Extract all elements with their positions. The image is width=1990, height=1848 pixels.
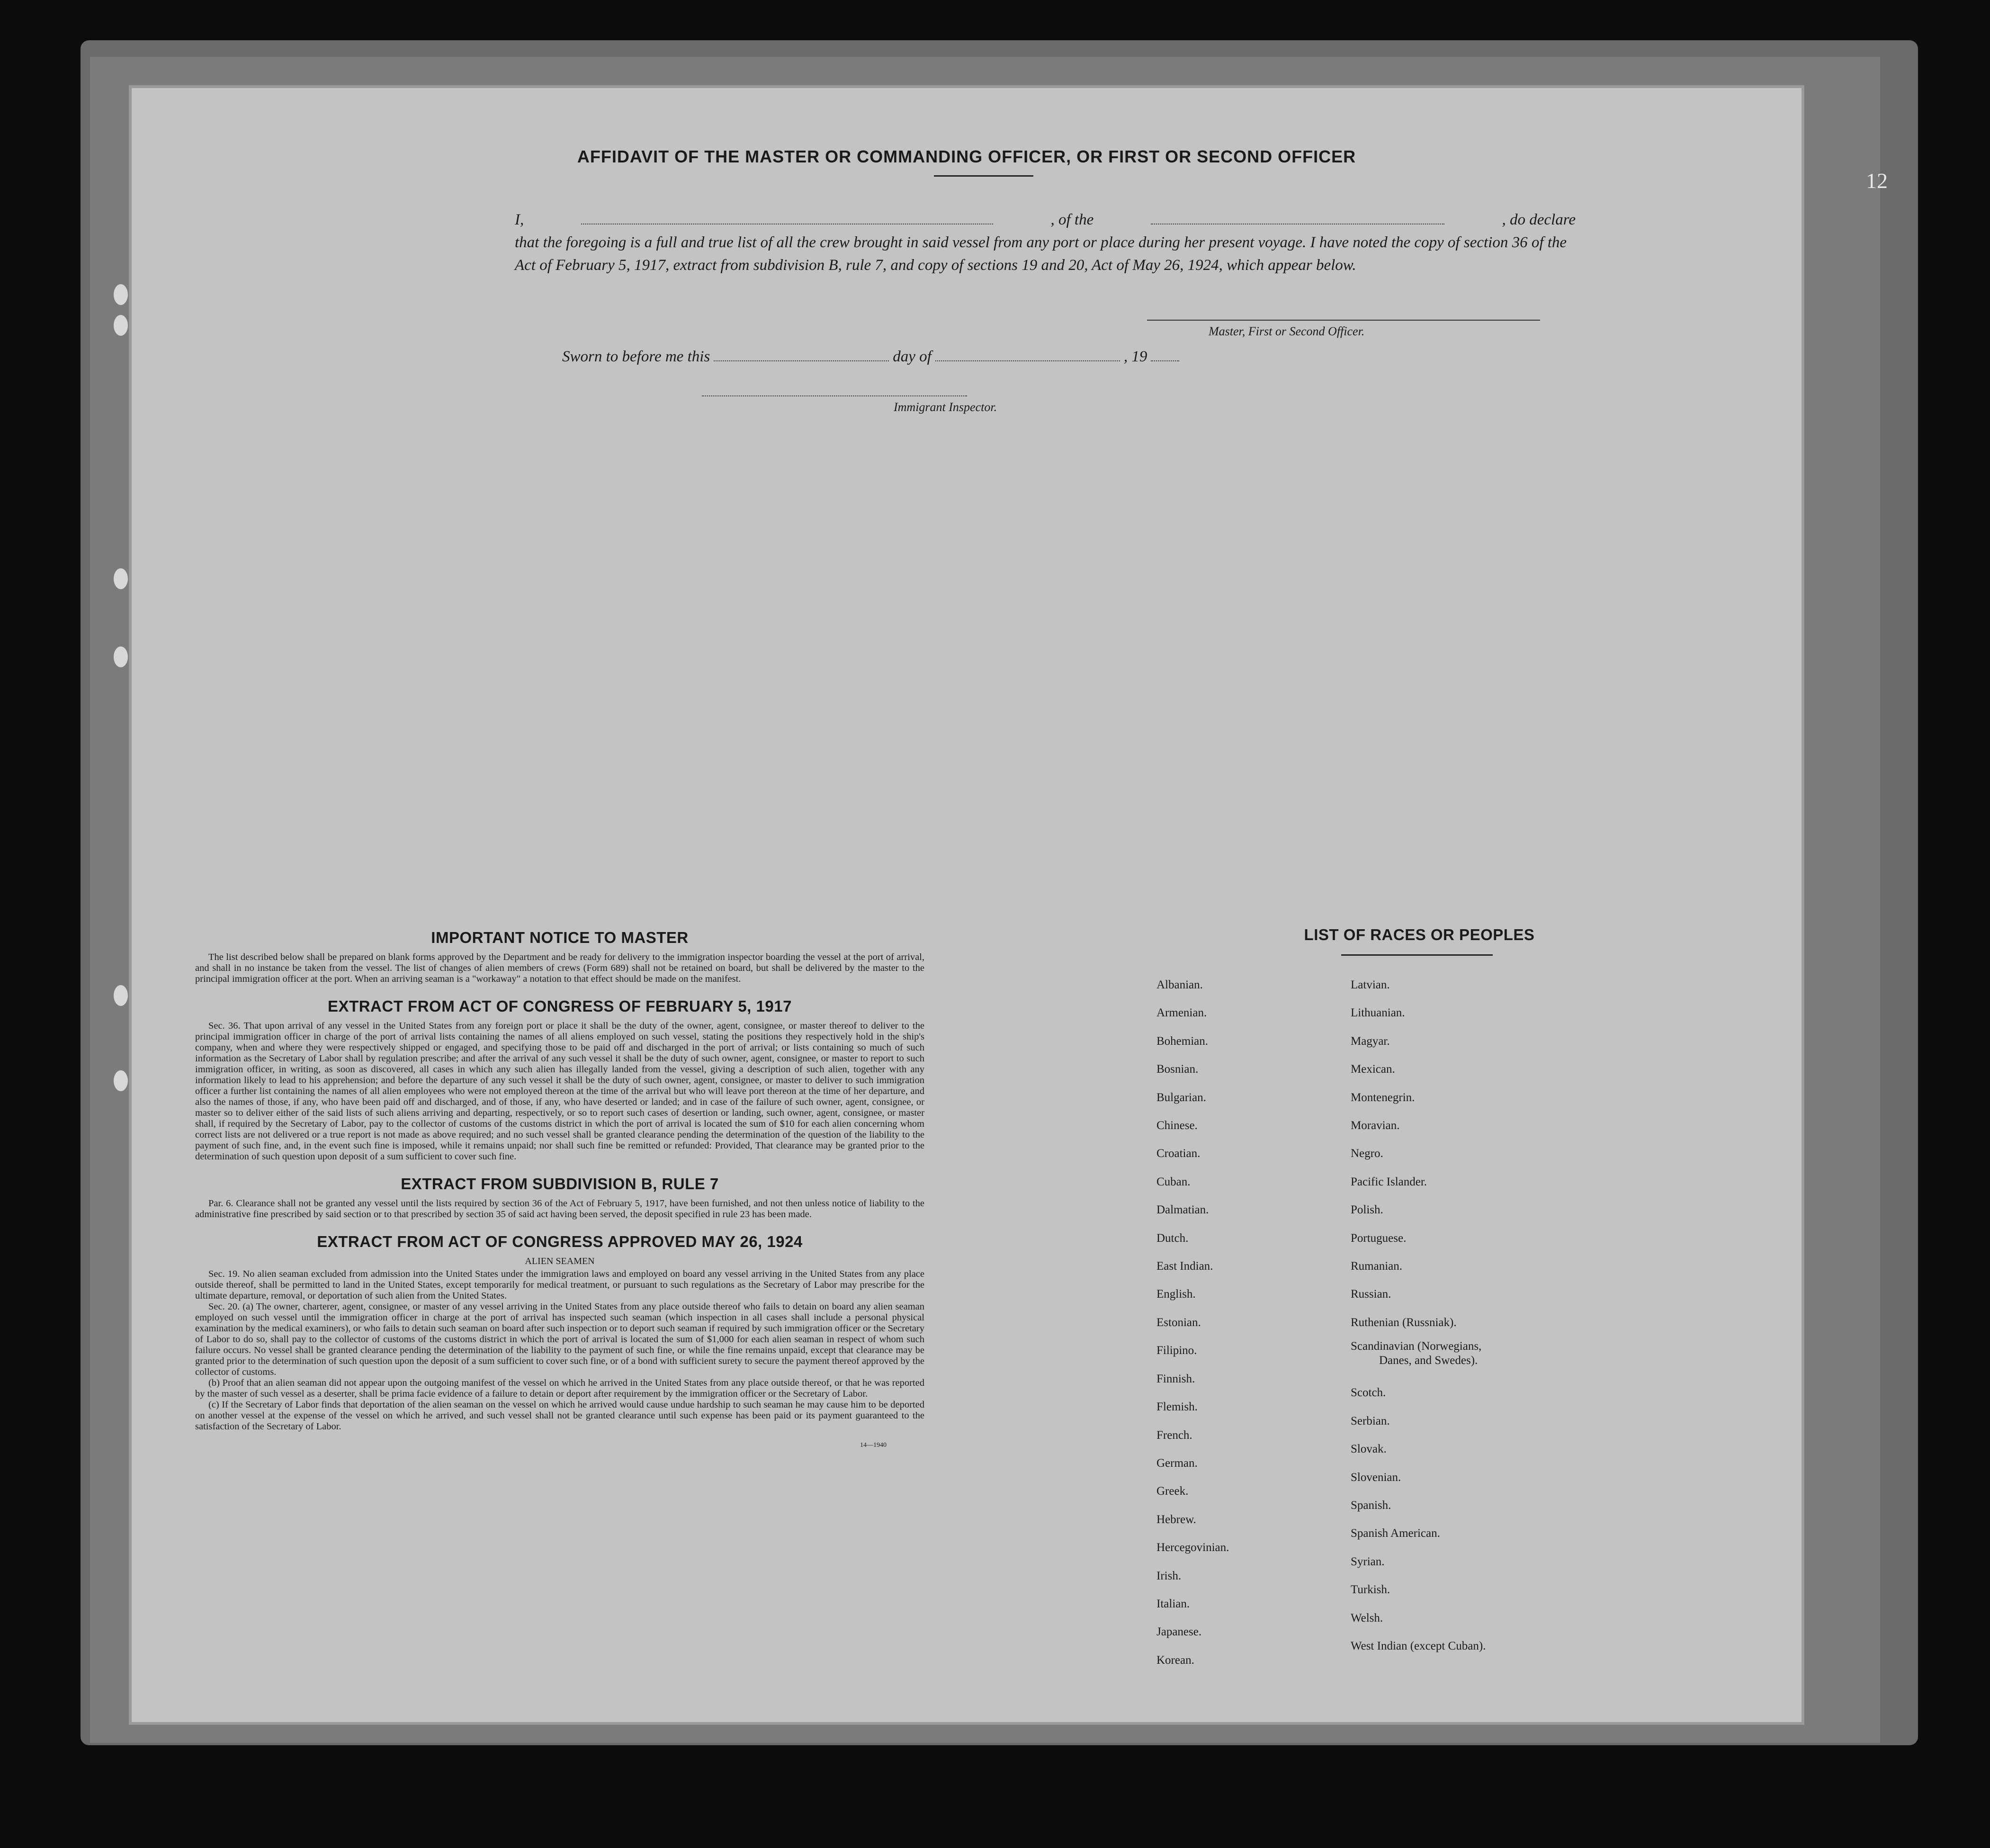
race-item: Rumanian.	[1351, 1260, 1403, 1273]
races-title: LIST OF RACES OR PEOPLES	[1304, 926, 1535, 943]
month-blank	[935, 347, 1120, 361]
race-item: Scotch.	[1351, 1386, 1386, 1399]
race-item-line: Danes, and Swedes).	[1379, 1354, 1478, 1367]
notices-column	[195, 928, 924, 1451]
race-item: Lithuanian.	[1351, 1006, 1405, 1020]
race-item: West Indian (except Cuban).	[1351, 1639, 1486, 1652]
race-item: Italian.	[1156, 1597, 1190, 1610]
sworn-line	[562, 347, 1179, 366]
race-item: Greek.	[1156, 1485, 1189, 1498]
signature-line	[1147, 320, 1540, 321]
race-item: Estonian.	[1156, 1316, 1201, 1329]
affidavit-declare: , do declare	[1502, 211, 1576, 228]
race-item: Finnish.	[1156, 1372, 1195, 1385]
extract-1917-text: Sec. 36. That upon arrival of any vessel in the United States from any foreign port or place it shall be the duty of the owner, agent, consignee, or master thereof to deliver to the principal immigration officer in charge of the port of arrival lists containing the names of all aliens employed on such vessel, stating the positions they respectively hold in the ship's company, when and where they were respectively shipped or engaged, and specifying those to be paid off and discharged in the port of arrival; or lists containing so much of such information as the Secretary of Labor shall by regulation prescribe; and after the arrival of any such vessel it shall be the duty of such owner, agent, consignee, or master to report to such immigration officer, in writing, as soon as discovered, all cases in which any such alien has illegally landed from the vessel, giving a description of such alien, together with any information likely to lead to his apprehension; and before the departure of any such vessel it shall be the duty of such owner, agent, consignee, or master to deliver to such immigration officer a further list containing the names of all alien employees who were not employed thereon at the time of the arrival but who will leave port thereon at the time of her departure, and also the names of those, if any, who have been paid off and discharged, and of those, if any, who have deserted or landed; and in case of the failure of such owner, agent, consignee, or master so to deliver either of the said lists of such aliens arriving and departing, respectively, or so to report such cases of desertion or landing, such owner, agent, consignee, or master shall, if required by the Secretary of Labor, pay to the collector of customs of the customs district in which the port of arrival is located the sum of $10 for each alien concerning whom correct lists are not delivered or a true report is not made as above required; and no such vessel shall be granted clearance pending the determination of the question of the liability to the payment of such fine, and, in the event such fine is imposed, while it remains unpaid; nor shall such fine be remitted or refunded: Provided, That clearance may be granted prior to the determination of such question upon deposit of a sum sufficient to cover such fine.	[195, 1021, 924, 1162]
race-item: Polish.	[1351, 1203, 1383, 1217]
race-item: Serbian.	[1351, 1414, 1390, 1427]
race-item: Dutch.	[1156, 1231, 1189, 1245]
race-item: Chinese.	[1156, 1119, 1198, 1132]
race-item: Filipino.	[1156, 1344, 1197, 1357]
notice-title: IMPORTANT NOTICE TO MASTER	[431, 929, 689, 946]
binding-hole	[114, 985, 128, 1006]
race-item: French.	[1156, 1428, 1192, 1442]
race-item: Hebrew.	[1156, 1513, 1196, 1526]
race-item: Cuban.	[1156, 1175, 1191, 1188]
notice-text: The list described below shall be prepared on blank forms approved by the Department and be ready for delivery to the immigration inspector boarding the vessel at the port of arrival, and shall in no instance be taken from the vessel. The list of changes of alien members of crews (Form 689) shall not be retained on board, but shall be delivered by the master to the principal immigration officer at the port. When an arriving seaman is a "workaway" a notation to that effect should be made on the manifest.	[195, 952, 924, 984]
race-item: Turkish.	[1351, 1583, 1390, 1597]
page-number: 12	[1866, 169, 1888, 193]
race-item: Armenian.	[1156, 1006, 1207, 1020]
sworn-year: , 19	[1123, 348, 1147, 365]
affidavit-i: I,	[515, 211, 524, 228]
inspector-signature-line	[702, 395, 967, 396]
year-blank	[1151, 347, 1179, 361]
race-item: Slovak.	[1351, 1443, 1387, 1456]
form-sheet	[129, 85, 1804, 1725]
extract-1924-subtitle: ALIEN SEAMEN	[525, 1256, 595, 1266]
title-rule	[934, 175, 1033, 177]
race-item-line: Scandinavian (Norwegians,	[1351, 1340, 1482, 1353]
race-item: Albanian.	[1156, 978, 1203, 991]
race-item: Moravian.	[1351, 1119, 1400, 1132]
extract-1924-sec20c: (c) If the Secretary of Labor finds that deportation of the alien seaman on the vessel on which he arrived would cause undue hardship to such seaman he may cause him to be deported on another vessel at the expense of the vessel on which he arrived, and such vessel shall not be granted clearance until such expense has been paid or its payment guaranteed to the satisfaction of the Secretary of Labor.	[195, 1399, 924, 1432]
extract-rule7-text: Par. 6. Clearance shall not be granted any vessel until the lists required by section 36 of the Act of February 5, 1917, have been furnished, and not then unless notice of liability to the administrative fine prescribed by said section or to that prescribed by section 35 of said act having been served, the deposit specified in rule 23 has been made.	[195, 1198, 924, 1220]
races-left-column	[1156, 971, 1336, 1674]
race-item: Hercegovinian.	[1156, 1541, 1229, 1554]
affidavit-declaration-line	[515, 208, 1576, 231]
sworn-prefix: Sworn to before me this	[562, 348, 710, 365]
affidavit-of-the: , of the	[1050, 211, 1094, 228]
race-item: Spanish.	[1351, 1498, 1391, 1512]
race-item: Negro.	[1351, 1147, 1383, 1160]
affidavit-body: that the foregoing is a full and true list of all the crew brought in said vessel from any port or place during her present voyage. I have noted the copy of section 36 of the Act of February 5, 1917, extract from subdivision B, rule 7, and copy of sections 19 and 20, Act of May 26, 1924, which appear below.	[515, 234, 1567, 274]
affidavit-title: AFFIDAVIT OF THE MASTER OR COMMANDING OFFICER, OR FIRST OR SECOND OFFICER	[577, 147, 1356, 166]
race-item: Irish.	[1156, 1569, 1182, 1582]
race-item: Russian.	[1351, 1288, 1391, 1301]
race-item: Bohemian.	[1156, 1034, 1209, 1048]
race-item: Slovenian.	[1351, 1471, 1401, 1484]
race-item: German.	[1156, 1456, 1198, 1470]
race-item: Portuguese.	[1351, 1231, 1407, 1245]
race-item: Japanese.	[1156, 1625, 1202, 1639]
extract-1924-title: EXTRACT FROM ACT OF CONGRESS APPROVED MAY 26, 1924	[317, 1233, 803, 1250]
extract-rule7-title: EXTRACT FROM SUBDIVISION B, RULE 7	[401, 1175, 719, 1193]
race-item: Welsh.	[1351, 1611, 1383, 1624]
name-blank	[581, 210, 993, 224]
race-item: Flemish.	[1156, 1400, 1198, 1414]
race-item: East Indian.	[1156, 1260, 1213, 1273]
inspector-label: Immigrant Inspector.	[894, 400, 997, 414]
binding-hole	[114, 568, 128, 589]
binding-hole	[114, 1070, 128, 1091]
extract-1924-sec20a: Sec. 20. (a) The owner, charterer, agent, consignee, or master of any vessel arriving in the United States from any place outside thereof who fails to detain on board any alien seaman employed on such vessel until the immigration officer in charge at the port of arrival has inspected such seaman (which inspection in all cases shall include a personal physical examination by the medical examiners), or who fails to detain such seaman on board after such inspection or to deport such seaman if required by such immigration officer or the Secretary of Labor to do so, shall pay to the collector of customs of the customs district in which the port of arrival is located the sum of $1,000 for each alien seaman in respect of whom such failure occurs. No vessel shall be granted clearance pending the determination of the liability to the payment of such fine, or while the fine remains unpaid, except that clearance may be granted prior to the determination of such question upon the deposit of a sum sufficient to cover such fine, or of a bond with sufficient surety to secure the payment thereof approved by the collector of customs.	[195, 1301, 924, 1377]
race-item: Ruthenian (Russniak).	[1351, 1316, 1457, 1329]
race-item: Croatian.	[1156, 1147, 1201, 1160]
vessel-blank	[1151, 210, 1444, 224]
binding-hole	[114, 315, 128, 336]
race-item: Magyar.	[1351, 1034, 1390, 1048]
extract-1924-sec20b: (b) Proof that an alien seaman did not appear upon the outgoing manifest of the vessel on which he arrived in the United States from any place outside thereof, or that he was reported by the master of such vessel as a deserter, shall be prima facie evidence of a failure to detain or deport after requirement by the immigration officer or the Secretary of Labor.	[195, 1378, 924, 1399]
binding-hole	[114, 284, 128, 305]
race-item: Bulgarian.	[1156, 1091, 1206, 1104]
form-number: 14—1940	[860, 1442, 887, 1449]
sworn-day-of: day of	[893, 348, 932, 365]
race-item: Pacific Islander.	[1351, 1175, 1427, 1188]
day-blank	[714, 347, 889, 361]
race-item: Syrian.	[1351, 1555, 1385, 1568]
signature-label: Master, First or Second Officer.	[1209, 324, 1365, 338]
race-item: Spanish American.	[1351, 1527, 1440, 1540]
races-right-column	[1351, 971, 1569, 1660]
extract-1924-sec19: Sec. 19. No alien seaman excluded from admission into the United States under the immigration laws and employed on board any vessel arriving in the United States from any place outside thereof, shall be permitted to land in the United States, except temporarily for medical treatment, or pursuant to such regulations as the Secretary of Labor may prescribe for the ultimate departure, removal, or deportation of such alien from the United States.	[195, 1269, 924, 1301]
race-item: Dalmatian.	[1156, 1203, 1209, 1217]
affidavit-text	[515, 208, 1576, 277]
race-item: Montenegrin.	[1351, 1091, 1415, 1104]
races-rule	[1341, 954, 1493, 956]
binding-hole	[114, 646, 128, 667]
race-item: Korean.	[1156, 1653, 1194, 1667]
race-item: Latvian.	[1351, 978, 1390, 991]
race-item	[1351, 1337, 1569, 1379]
race-item: Mexican.	[1351, 1063, 1395, 1076]
race-item: English.	[1156, 1288, 1196, 1301]
race-item: Bosnian.	[1156, 1063, 1199, 1076]
extract-1917-title: EXTRACT FROM ACT OF CONGRESS OF FEBRUARY 5, 1917	[328, 997, 792, 1015]
